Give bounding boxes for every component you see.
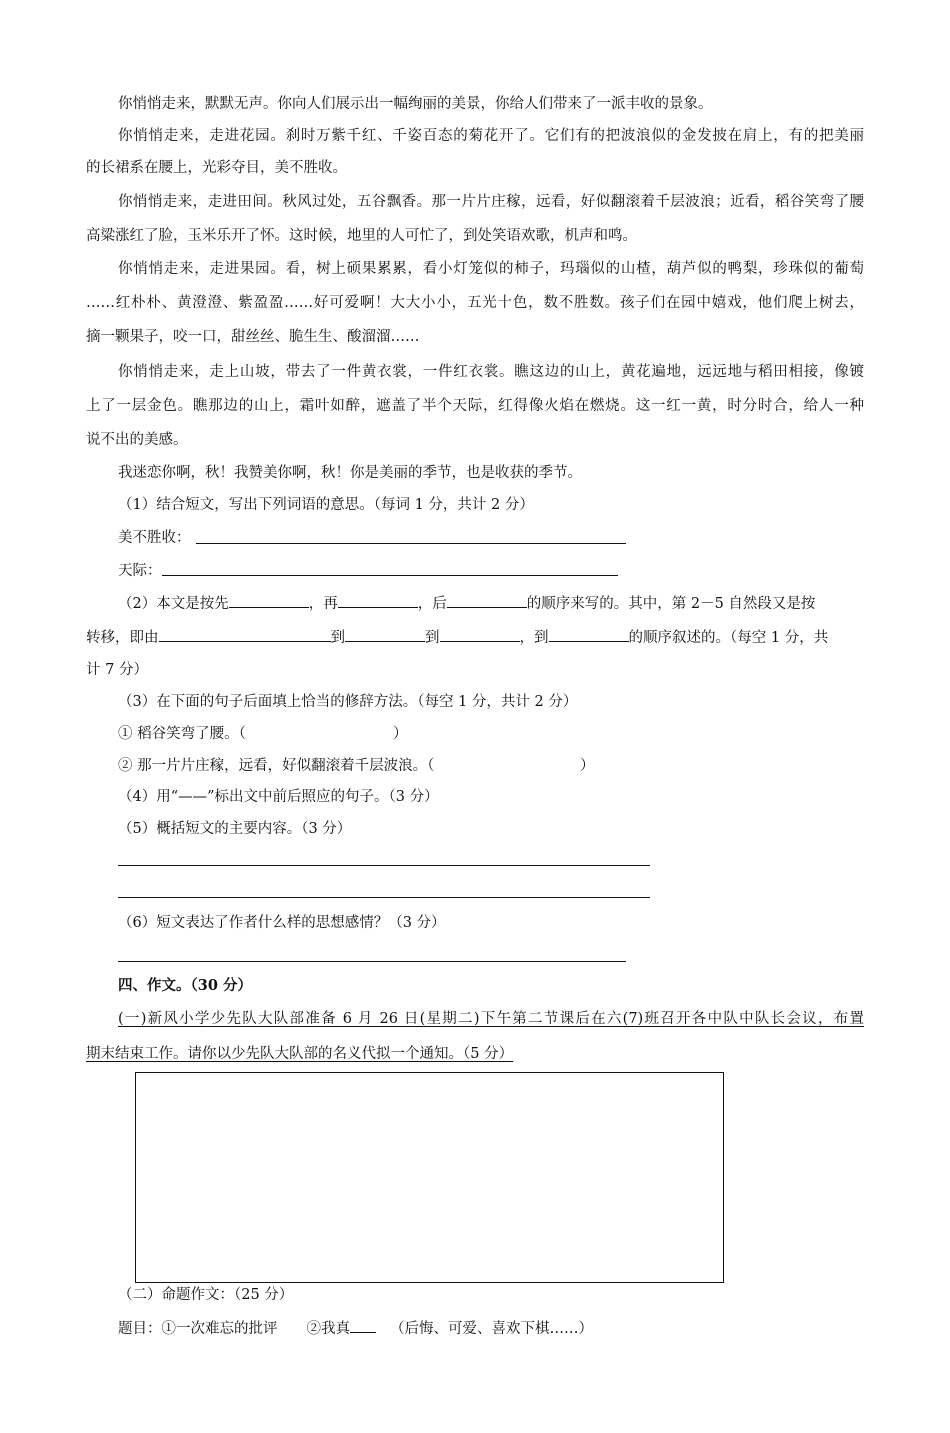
- passage-paragraph-5-line-2: 上了一层金色。瞧那边的山上，霜叶如醉，遮盖了半个天际，红得像火焰在燃烧。这一红一黄，时分时合，给人一种: [86, 398, 864, 414]
- composition-topics: [118, 1318, 593, 1339]
- question-2-blank-4[interactable]: [159, 627, 331, 642]
- passage-paragraph-4-line-3: 摘一颗果子，咬一口，甜丝丝、脆生生、酸溜溜……: [86, 329, 420, 345]
- section-heading-composition: 四、作文。（30 分）: [118, 977, 252, 994]
- question-4: （4）用“——”标出文中前后照应的句子。（3 分）: [118, 789, 439, 805]
- passage-paragraph-5-line-3: 说不出的美感。: [86, 432, 188, 448]
- question-3-item-a-close: ）: [393, 726, 408, 742]
- question-3: （3）在下面的句子后面填上恰当的修辞方法。（每空 1 分，共计 2 分）: [118, 694, 578, 710]
- question-6: （6）短文表达了作者什么样的思想感情？（3 分）: [118, 915, 446, 931]
- question-1-term-a: 美不胜收：: [118, 530, 191, 546]
- question-2-text-i: 的顺序叙述的。（每空 1 分，共: [628, 630, 829, 646]
- question-2-text-d: 的顺序来写的。其中，第 2－5 自然段又是按: [526, 596, 816, 612]
- question-2-blank-5[interactable]: [345, 627, 425, 642]
- question-2-text-h: ，到: [519, 630, 549, 646]
- question-1: （1）结合短文，写出下列词语的意思。（每词 1 分，共计 2 分）: [118, 497, 534, 513]
- question-2-blank-6[interactable]: [440, 627, 520, 642]
- question-6-answer-line[interactable]: [118, 961, 626, 962]
- question-1-answer-line-a[interactable]: [196, 543, 626, 544]
- question-2-blank-7[interactable]: [549, 627, 629, 642]
- question-3-item-a: ① 稻谷笑弯了腰。（: [118, 726, 246, 742]
- composition-topic-text-a: 题目：①一次难忘的批评 ②我真: [118, 1321, 350, 1337]
- question-2-blank-1[interactable]: [229, 593, 309, 608]
- question-2-text-e: 转移，即由: [86, 630, 159, 646]
- passage-paragraph-2-line-2: 的长裙系在腰上，光彩夺目，美不胜收。: [86, 160, 347, 176]
- question-2-text-g: 到: [425, 630, 440, 646]
- passage-paragraph-4-line-1: 你悄悄走来，走进果园。看，树上硕果累累，看小灯笼似的柿子，玛瑙似的山楂，葫芦似的鸭梨，珍珠似的葡萄: [118, 261, 864, 277]
- passage-paragraph-3-line-2: 高粱涨红了脸，玉米乐开了怀。这时候，地里的人可忙了，到处笑语欢歌，机声和鸣。: [86, 228, 637, 244]
- composition-task-2: （二）命题作文：（25 分）: [118, 1287, 294, 1303]
- question-2-text-b: ，再: [308, 596, 338, 612]
- passage-paragraph-5-line-1: 你悄悄走来，走上山坡，带去了一件黄衣裳，一件红衣裳。瞧这边的山上，黄花遍地，远远地与稻田相接，像镀: [118, 364, 864, 380]
- passage-paragraph-1: 你悄悄走来，默默无声。你向人们展示出一幅绚丽的美景，你给人们带来了一派丰收的景象。: [118, 96, 713, 112]
- question-2-line-1: [118, 593, 815, 614]
- question-5: （5）概括短文的主要内容。（3 分）: [118, 821, 352, 837]
- question-2-text-a: （2）本文是按先: [118, 596, 229, 612]
- passage-paragraph-6: 我迷恋你啊，秋！我赞美你啊，秋！你是美丽的季节，也是收获的季节。: [118, 465, 582, 481]
- question-5-answer-line-1[interactable]: [118, 865, 650, 866]
- passage-paragraph-4-line-2: ……红朴朴、黄澄澄、紫盈盈……好可爱啊！大大小小，五光十色，数不胜数。孩子们在园中嬉戏，他们爬上树去，: [86, 295, 864, 311]
- passage-paragraph-3-line-1: 你悄悄走来，走进田间。秋风过处，五谷飘香。那一片片庄稼，远看，好似翻滚着千层波浪；近看，稻谷笑弯了腰: [118, 194, 864, 210]
- composition-topic-blank[interactable]: [350, 1318, 376, 1333]
- question-2-text-c: ，后: [417, 596, 447, 612]
- question-2-blank-2[interactable]: [338, 593, 418, 608]
- question-1-answer-line-b[interactable]: [162, 575, 618, 576]
- question-2-text-f: 到: [330, 630, 345, 646]
- question-3-item-b: ② 那一片片庄稼，远看，好似翻滚着千层波浪。（: [118, 758, 435, 774]
- composition-task-1-line-2: 期末结束工作。请你以少先队大队部的名义代拟一个通知。（5 分）: [86, 1046, 514, 1062]
- question-2-blank-3[interactable]: [447, 593, 527, 608]
- composition-topic-text-b: （后悔、可爱、喜欢下棋……）: [390, 1321, 593, 1337]
- question-3-item-b-close: ）: [580, 758, 595, 774]
- question-2-line-2: [86, 627, 828, 648]
- notice-writing-box[interactable]: [135, 1072, 724, 1283]
- question-2-line-3: 计 7 分）: [86, 662, 148, 678]
- composition-task-1-line-1: (一)新风小学少先队大队部准备 6 月 26 日(星期二)下午第二节课后在六(7)班召开各中队中队长会议，布置: [118, 1011, 864, 1027]
- passage-paragraph-2-line-1: 你悄悄走来，走进花园。刹时万紫千红、千姿百态的菊花开了。它们有的把波浪似的金发披在肩上，有的把美丽: [118, 128, 864, 144]
- question-1-term-b: 天际：: [118, 563, 162, 579]
- question-5-answer-line-2[interactable]: [118, 897, 650, 898]
